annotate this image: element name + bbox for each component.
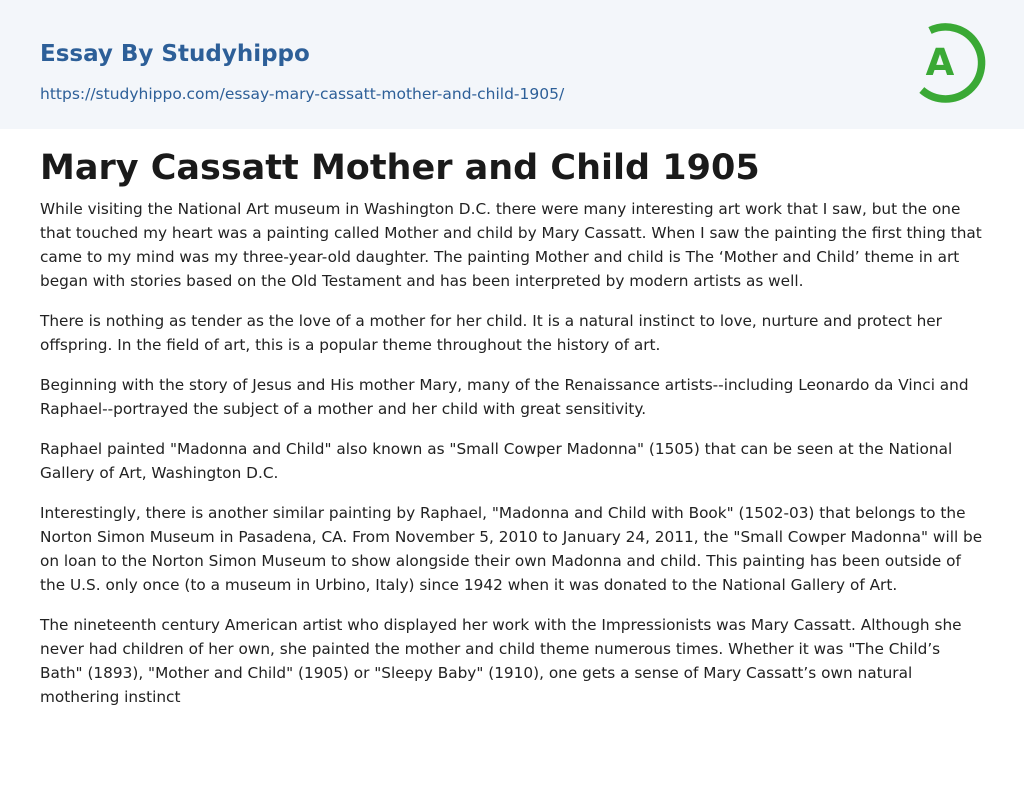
- site-header: [0, 0, 1024, 129]
- essay-paragraph: Interestingly, there is another similar painting by Raphael, "Madonna and Child with Book" (1502-03) that belongs to the Norton Simon Museum in Pasadena, CA. From November 5, 2010 to January 24, 2011, the "Small Cowper Madonna" will be on loan to the Norton Simon Museum to show alongside their own Madonna and child. This painting has been outside of the U.S. only once (to a museum in Urbino, Italy) since 1942 when it was donated to the National Gallery of Art.: [40, 504, 983, 594]
- essay-paragraph: Raphael painted "Madonna and Child" also known as "Small Cowper Madonna" (1505) that can be seen at the National Gallery of Art, Washington D.C.: [40, 440, 953, 482]
- essay-title: Mary Cassatt Mother and Child 1905: [40, 148, 760, 188]
- essay-url-link[interactable]: https://studyhippo.com/essay-mary-cassatt-mother-and-child-1905/: [40, 85, 565, 103]
- studyhippo-logo-icon[interactable]: [911, 19, 987, 105]
- essay-paragraph: There is nothing as tender as the love of a mother for her child. It is a natural instinct to love, nurture and protect her offspring. In the field of art, this is a popular theme throughout the history of art.: [40, 312, 942, 354]
- essay-content: [0, 129, 1024, 709]
- site-brand[interactable]: Essay By Studyhippo: [40, 41, 310, 67]
- essay-paragraph: While visiting the National Art museum in Washington D.C. there were many interesting art work that I saw, but the one that touched my heart was a painting called Mother and child by Mary Cassatt. When I saw the painting the first thing that came to my mind was my three-year-old daughter. The painting Mother and child is The ‘Mother and Child’ theme in art began with stories based on the Old Testament and has been interpreted by modern artists as well.: [40, 200, 982, 290]
- logo-letter: A: [925, 41, 955, 84]
- essay-paragraph: Beginning with the story of Jesus and His mother Mary, many of the Renaissance artists--including Leonardo da Vinci and Raphael--portrayed the subject of a mother and her child with great sensitivity.: [40, 376, 969, 418]
- essay-paragraph: The nineteenth century American artist who displayed her work with the Impressionists was Mary Cassatt. Although she never had children of her own, she painted the mother and child theme numerous times. Whether it was "The Child’s Bath" (1893), "Mother and Child" (1905) or "Sleepy Baby" (1910), one gets a sense of Mary Cassatt’s own natural mothering instinct: [40, 616, 962, 706]
